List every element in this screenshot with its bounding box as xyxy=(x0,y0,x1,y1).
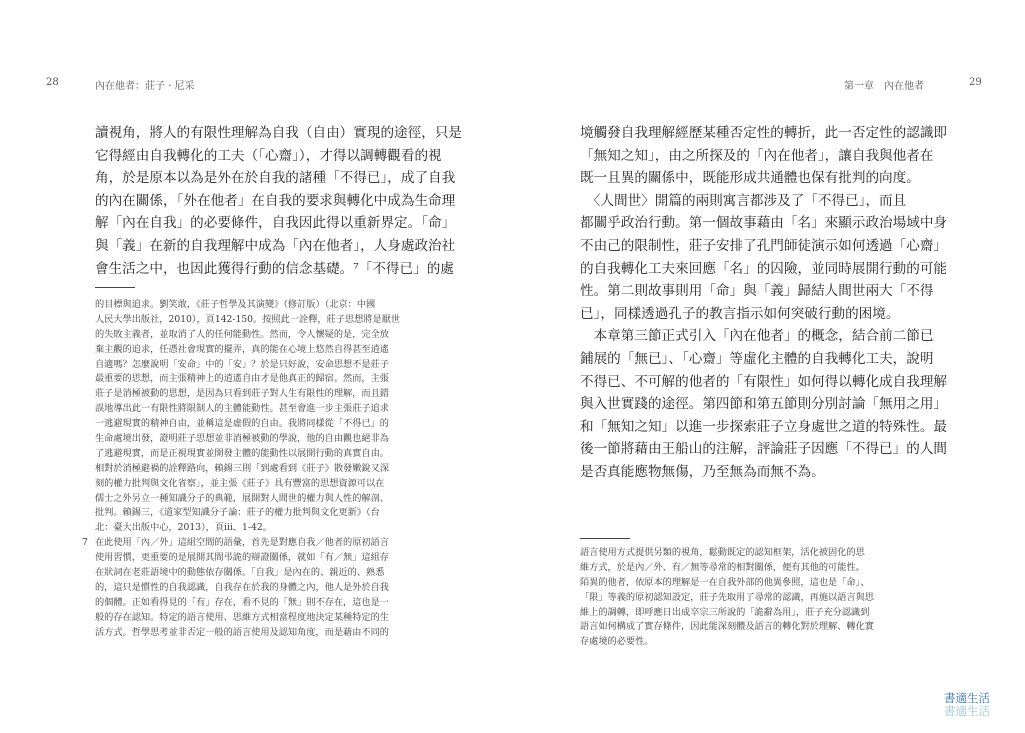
footnote-text: 使用習慣，更重要的是展開其間弔詭的辯證關係，就如「有／無」這組存 xyxy=(95,552,389,564)
running-title: 第一章 內在他者 xyxy=(844,81,924,92)
running-title: 內在他者：莊子 · 尼采 xyxy=(95,81,195,92)
footnote-line xyxy=(95,521,447,536)
footnote-marker: 7 xyxy=(82,537,88,549)
footnote-line xyxy=(82,536,447,551)
footnote-rule xyxy=(95,287,135,288)
footnote-text: 「限」等義的原初認知設定，莊子先取用了尋常的認識，再施以語言與思 xyxy=(580,591,874,603)
footnote-line xyxy=(95,298,447,313)
body-line: 的內在關係，「外在他者」在自我的要求與轉化中成為生命理 xyxy=(95,192,456,209)
footnotes xyxy=(82,298,447,640)
footnote-text: 儒士之外另立一種知識分子的典範，展開對人間世的權力與人性的解剖、 xyxy=(95,492,389,504)
body-line: 與入世實踐的途徑。第四節和第五節則分別討論「無用之用」 xyxy=(580,396,948,413)
footnote-text: 維上的調轉，即呼應日出成卒宗三所說的「詭辭為用」，莊子充分認識到 xyxy=(580,606,870,618)
watermark-line: 書適生活 xyxy=(944,691,990,705)
footnote-line xyxy=(95,551,447,566)
footnote-text: 的失敗主義者，並取消了人的任何能動性。然而，令人懷疑的是，完全放 xyxy=(95,328,389,340)
footnote-text: 誤地導出此一有限性將限制人的主體能動性。甚至會進一步主張莊子追求 xyxy=(95,403,389,415)
footnote-line xyxy=(95,477,447,492)
footnote-text: 維方式，於是內／外、有／無等尋常的相對關係，便有其他的可能性。 xyxy=(580,561,865,573)
footnote-text: 語言如何構成了實存條件，因此能深刻體及語言的轉化對於理解、轉化實 xyxy=(580,621,874,633)
body-line: 不得已、不可解的他者的「有限性」如何得以轉化成自我理解 xyxy=(580,373,948,390)
footnote-text: 一逃避現實的精神自由，並稱這是虛假的自由。我將同樣從「不得已」的 xyxy=(95,418,389,430)
body-line: 後一節將藉由王船山的注解，評論莊子因應「不得已」的人間 xyxy=(580,441,948,458)
right-page xyxy=(512,0,1025,733)
footnote-line xyxy=(95,566,447,581)
footnote-line xyxy=(95,313,447,328)
footnote-text: 生命處境出發，證明莊子思想並非消極被動的學說，他的自由觀也絕非為 xyxy=(95,433,389,445)
footnote-text: 了逃避現實，而是正視現實並開發主體的能動性以展開行動的真實自由。 xyxy=(95,447,389,459)
body-line: 鋪展的「無已」、「心齋」等虛化主體的自我轉化工夫，說明 xyxy=(580,350,934,367)
footnote-line xyxy=(95,372,447,387)
footnote-text: 莊子是消極被動的思想，是因為只看到莊子對人生有限性的理解，而且錯 xyxy=(95,388,389,400)
footnote-line xyxy=(95,626,447,641)
page-number: 28 xyxy=(46,77,59,88)
footnote-line xyxy=(580,620,952,635)
body-text xyxy=(95,122,463,280)
body-line: 解「內在自我」的必要條件，自我因此得以重新界定。「命」 xyxy=(95,215,456,232)
footnote-line xyxy=(580,576,952,591)
body-line: 不由己的限制性，莊子安排了孔門師徒演示如何透過「心齋」 xyxy=(580,237,948,254)
body-line: 的自我轉化工夫來回應「名」的囚險，並同時展開行動的可能 xyxy=(580,260,948,277)
footnote-line xyxy=(95,328,447,343)
footnote-line xyxy=(95,343,447,358)
body-line: 境觸發自我理解經歷某種否定性的轉折，此一否定性的認識即 xyxy=(580,125,948,141)
footnote-line xyxy=(580,606,952,621)
body-line: 與「義」在新的自我理解中成為「內在他者」，人身處政治社 xyxy=(95,237,456,254)
publisher-watermark xyxy=(944,692,1004,722)
footnote-line xyxy=(95,611,447,626)
footnote-text: 的目標與追求。劉笑敢，《莊子哲學及其演變》（修訂版）（北京：中國 xyxy=(95,299,376,310)
body-line: 是否真能應物無傷，乃至無為而無不為。 xyxy=(580,463,825,480)
body-line: 角，於是原本以為是外在於自我的諸種「不得已」，成了自我 xyxy=(95,170,456,187)
footnote-text: 人民大學出版社，2010），頁142-150。按照此一詮釋，莊子思想將是厭世 xyxy=(95,313,401,325)
footnote-line xyxy=(95,447,447,462)
footnote-line xyxy=(580,546,952,561)
body-line: 和「無知之知」以進一步探索莊子立身處世之道的特殊性。最 xyxy=(580,418,948,435)
footnote-line xyxy=(95,387,447,402)
footnote-line xyxy=(95,581,447,596)
footnote-line xyxy=(95,432,447,447)
watermark-line-reflection: 書適生活 xyxy=(944,704,990,718)
footnote-text: 批判。賴錫三，《道家型知識分子論：莊子的權力批判與文化更新》（台 xyxy=(95,507,380,519)
footnote-text: 在此使用「內／外」這組空間的語彙，首先是對應自我／他者的原初語言 xyxy=(95,537,389,549)
footnote-line xyxy=(95,417,447,432)
footnote-line xyxy=(580,591,952,606)
footnote-rule xyxy=(580,538,630,539)
footnote-text: 刻的權力批判與文化省察」，並主張《莊子》具有豐富的思想資源可以在 xyxy=(95,477,385,489)
footnote-text: 的，這只是慣性的自我認識，自我存在於我的身體之內，他人是外於自我 xyxy=(95,581,389,593)
footnote-line xyxy=(95,506,447,521)
body-line: 既一且異的關係中，既能形成共通體也保有批判的向度。 xyxy=(580,170,920,187)
footnotes xyxy=(580,546,952,650)
left-page xyxy=(0,0,512,733)
footnote-text: 棄主觀的追求，任憑社會現實的擺弄，真的能在心境上悠然自得甚至逍遙 xyxy=(95,343,389,355)
footnote-text: 語言使用方式提供另類的視角，鬆動既定的認知框架，活化被固化的思 xyxy=(580,547,865,558)
body-line: 都關乎政治行動。第一個故事藉由「名」來顯示政治場域中身 xyxy=(580,215,948,232)
footnote-text: 的個體。正如看得見的「有」存在，看不見的「無」則不存在，這也是一 xyxy=(95,596,389,608)
body-line: 它得經由自我轉化的工夫（「心齋」），才得以調轉觀看的視 xyxy=(95,147,442,164)
body-line: 已」，同樣透過孔子的教言指示如何突破行動的困境。 xyxy=(580,305,900,322)
body-text xyxy=(580,122,952,484)
body-line: 讀視角，將人的有限性理解為自我（自由）實現的途徑，只是 xyxy=(95,125,463,141)
footnote-text: 存處境的必要性。 xyxy=(580,636,654,648)
footnote-line xyxy=(95,358,447,373)
footnote-text: 在狀詞在老莊語境中的動態依存關係。「自我」是內在的、親近的、熟悉 xyxy=(95,567,385,579)
footnote-line xyxy=(95,402,447,417)
footnote-text: 北：臺大出版中心，2013），頁iii、1-42。 xyxy=(95,522,272,534)
body-line: 本章第三節正式引入「內在他者」的概念，結合前二節已 xyxy=(580,328,934,345)
footnote-line xyxy=(95,596,447,611)
footnote-text: 相對於消極避禍的詮釋路向，賴錫三則「到處看到《莊子》散發嫩銳又深 xyxy=(95,462,389,474)
footnote-text: 活方式。哲學思考並非否定一般的語言使用及認知角度，而是藉由不同的 xyxy=(95,626,389,638)
footnote-line xyxy=(580,561,952,576)
footnote-line xyxy=(580,635,952,650)
footnote-text: 陌異的他者，依原本的理解是一在自我外部的他異參照，這也是「命」、 xyxy=(580,576,870,588)
footnote-line xyxy=(95,492,447,507)
footnote-line xyxy=(95,462,447,477)
footnote-text: 般的存在認知。特定的語言使用、思維方式相當程度地決定某種特定的生 xyxy=(95,611,389,623)
footnote-text: 最重要的思想，而主張精神上的逍遙自由才是他真正的歸宿。然而，主張 xyxy=(95,373,389,385)
footnote-text: 自適嗎？怎麼說明「安命」中的「安」？於是只好說，安命思想不是莊子 xyxy=(95,358,389,370)
body-line: 「無知之知」，由之所探及的「內在他者」，讓自我與他者在 xyxy=(580,147,934,164)
body-line: 會生活之中，也因此獲得行動的信念基礎。⁷「不得已」的處 xyxy=(95,260,454,277)
page-number: 29 xyxy=(969,77,982,88)
body-line: 性。第二則故事則用「命」與「義」歸結人間世兩大「不得 xyxy=(580,283,934,300)
body-line: 〈人間世〉開篇的兩則寓言都涉及了「不得已」，而且 xyxy=(580,192,907,209)
